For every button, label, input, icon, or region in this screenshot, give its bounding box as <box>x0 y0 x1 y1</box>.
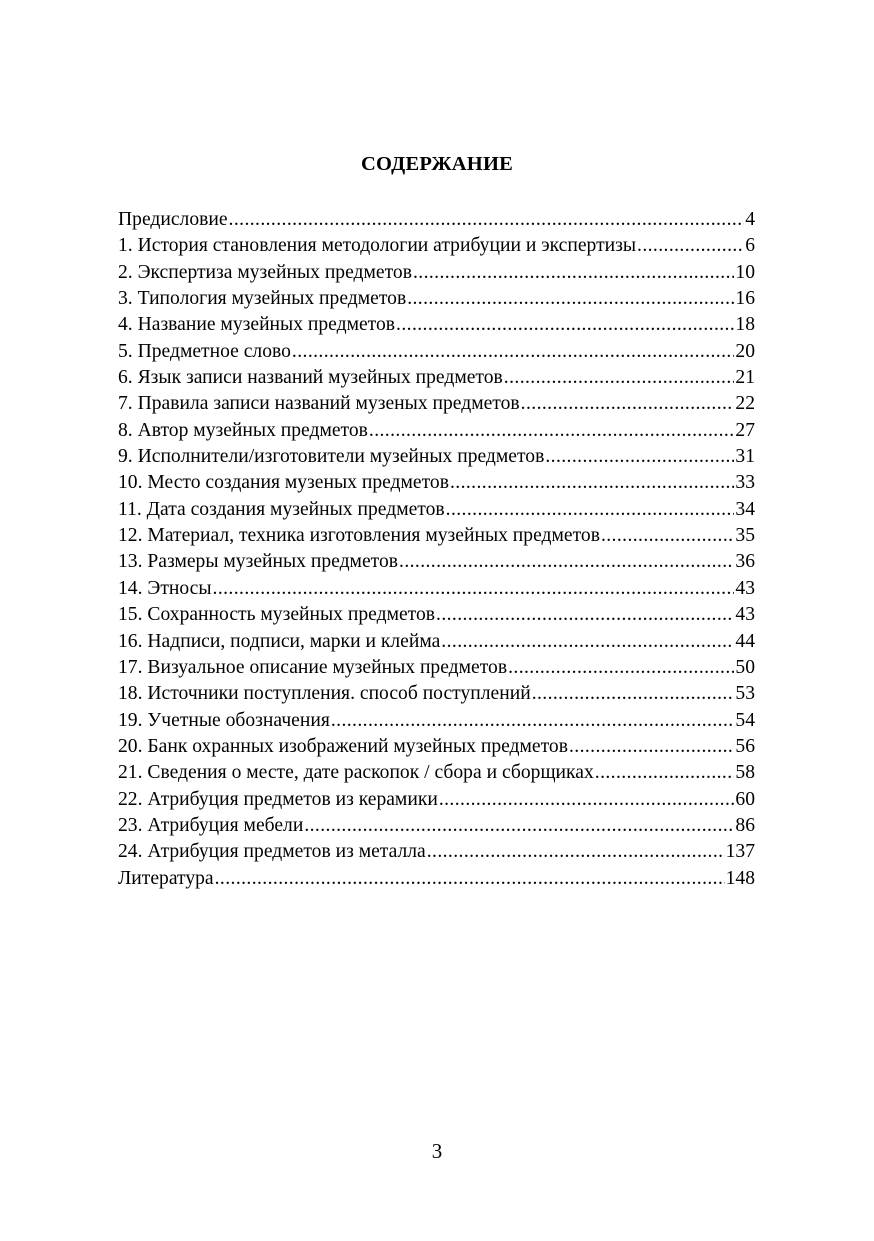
toc-entry-page: 4 <box>745 209 755 230</box>
toc-entry-label: 3. Типология музейных предметов <box>118 288 407 310</box>
toc-dot-leader <box>229 207 745 233</box>
toc-dot-leader <box>427 839 725 865</box>
toc-entry-page: 56 <box>735 735 755 757</box>
toc-entry-label: 1. История становления методологии атрибуции и экспертизы <box>118 235 637 257</box>
toc-entry-page: 22 <box>735 393 755 415</box>
toc-dot-leader <box>399 549 734 575</box>
toc-entry <box>118 260 755 286</box>
toc-entry-label: 19. Учетные обозначения <box>118 709 330 731</box>
toc-entry <box>118 497 755 523</box>
toc-entry <box>118 839 755 865</box>
toc-entry-label: 12. Материал, техника изготовления музейных предметов <box>118 525 600 547</box>
toc-entry-label: Литература <box>118 867 214 889</box>
toc-dot-leader <box>213 576 735 602</box>
toc-entry-label: 20. Банк охранных изображений музейных предметов <box>118 735 568 757</box>
toc-entry <box>118 629 755 655</box>
toc-dot-leader <box>304 813 734 839</box>
toc-entry <box>118 391 755 417</box>
toc-dot-leader <box>436 602 734 628</box>
toc-dot-leader <box>569 734 734 760</box>
toc-entry-label: 2. Экспертиза музейных предметов <box>118 261 412 283</box>
page-title: СОДЕРЖАНИЕ <box>361 153 513 175</box>
toc-entry-label: 16. Надписи, подписи, марки и клейма <box>118 630 441 652</box>
toc-entry-page: 137 <box>725 841 755 863</box>
toc-entry-page: 31 <box>735 446 755 468</box>
toc-entry <box>118 866 755 892</box>
toc-dot-leader <box>215 866 725 892</box>
toc-entry <box>118 365 755 391</box>
toc-entry-label: 15. Сохранность музейных предметов <box>118 604 436 626</box>
toc-entry <box>118 207 755 233</box>
toc-entry-label: 7. Правила записи названий музеных предметов <box>118 393 520 415</box>
toc-entry-label: 13. Размеры музейных предметов <box>118 551 399 573</box>
toc-dot-leader <box>441 629 734 655</box>
toc-entry <box>118 444 755 470</box>
toc-entry <box>118 813 755 839</box>
toc-entry <box>118 787 755 813</box>
toc-entry <box>118 576 755 602</box>
toc-entry <box>118 549 755 575</box>
toc-entry-page: 50 <box>735 656 755 678</box>
toc-dot-leader <box>637 233 744 259</box>
toc-entry <box>118 339 755 365</box>
toc-entry <box>118 655 755 681</box>
toc-entry-label: 17. Визуальное описание музейных предметов <box>118 656 508 678</box>
toc-entry-label: 8. Автор музейных предметов <box>118 419 368 441</box>
toc-entry <box>118 233 755 259</box>
toc-entry-label: 22. Атрибуция предметов из керамики <box>118 788 438 810</box>
toc-entry-page: 54 <box>735 709 755 731</box>
toc-entry-label: 24. Атрибуция предметов из металла <box>118 841 426 863</box>
toc-dot-leader <box>331 708 735 734</box>
toc-entry <box>118 602 755 628</box>
toc-dot-leader <box>504 365 735 391</box>
toc-dot-leader <box>439 787 735 813</box>
toc-entry <box>118 523 755 549</box>
toc-dot-leader <box>396 312 734 338</box>
table-of-contents <box>118 207 755 892</box>
toc-entry-page: 16 <box>735 288 755 310</box>
toc-entry-label: Предисловие <box>118 209 228 230</box>
toc-entry-label: 23. Атрибуция мебели <box>118 814 304 836</box>
toc-entry <box>118 470 755 496</box>
toc-entry-label: 18. Источники поступления. способ поступлений <box>118 683 531 705</box>
toc-entry <box>118 418 755 444</box>
toc-entry-label: 9. Исполнители/изготовители музейных предметов <box>118 446 545 468</box>
toc-entry-label: 10. Место создания музеных предметов <box>118 472 449 494</box>
toc-entry <box>118 681 755 707</box>
toc-entry-page: 27 <box>735 419 755 441</box>
toc-entry-page: 44 <box>735 630 755 652</box>
toc-entry-page: 58 <box>735 762 755 784</box>
toc-entry-page: 35 <box>735 525 755 547</box>
toc-dot-leader <box>369 418 735 444</box>
toc-entry-page: 53 <box>735 683 755 705</box>
toc-dot-leader <box>601 523 734 549</box>
toc-dot-leader <box>595 760 735 786</box>
toc-dot-leader <box>450 470 734 496</box>
page-number: 3 <box>431 1139 443 1163</box>
toc-dot-leader <box>413 260 734 286</box>
toc-entry <box>118 760 755 786</box>
toc-dot-leader <box>446 497 735 523</box>
toc-dot-leader <box>532 681 735 707</box>
toc-dot-leader <box>292 339 734 365</box>
toc-entry-page: 60 <box>735 788 755 810</box>
toc-entry-label: 6. Язык записи названий музейных предметов <box>118 367 503 389</box>
toc-entry-page: 86 <box>735 814 755 836</box>
toc-entry <box>118 312 755 338</box>
toc-entry-page: 10 <box>735 261 755 283</box>
toc-dot-leader <box>508 655 734 681</box>
toc-entry <box>118 734 755 760</box>
toc-entry-page: 34 <box>735 498 755 520</box>
toc-entry-label: 5. Предметное слово <box>118 340 291 362</box>
toc-dot-leader <box>545 444 734 470</box>
toc-entry-page: 18 <box>735 314 755 336</box>
toc-entry <box>118 286 755 312</box>
toc-entry-page: 43 <box>735 577 755 599</box>
toc-entry-page: 43 <box>735 604 755 626</box>
toc-entry-label: 4. Название музейных предметов <box>118 314 396 336</box>
toc-entry-page: 6 <box>745 235 755 257</box>
toc-entry-label: 21. Сведения о месте, дате раскопок / сбора и сборщиках <box>118 762 594 784</box>
toc-entry-page: 21 <box>735 367 755 389</box>
toc-entry-label: 14. Этносы <box>118 577 212 599</box>
toc-entry-page: 20 <box>735 340 755 362</box>
toc-dot-leader <box>407 286 734 312</box>
toc-dot-leader <box>521 391 735 417</box>
toc-entry-page: 33 <box>735 472 755 494</box>
toc-entry <box>118 708 755 734</box>
toc-entry-page: 148 <box>725 867 755 889</box>
toc-entry-label: 11. Дата создания музейных предметов <box>118 498 445 520</box>
toc-entry-page: 36 <box>735 551 755 573</box>
